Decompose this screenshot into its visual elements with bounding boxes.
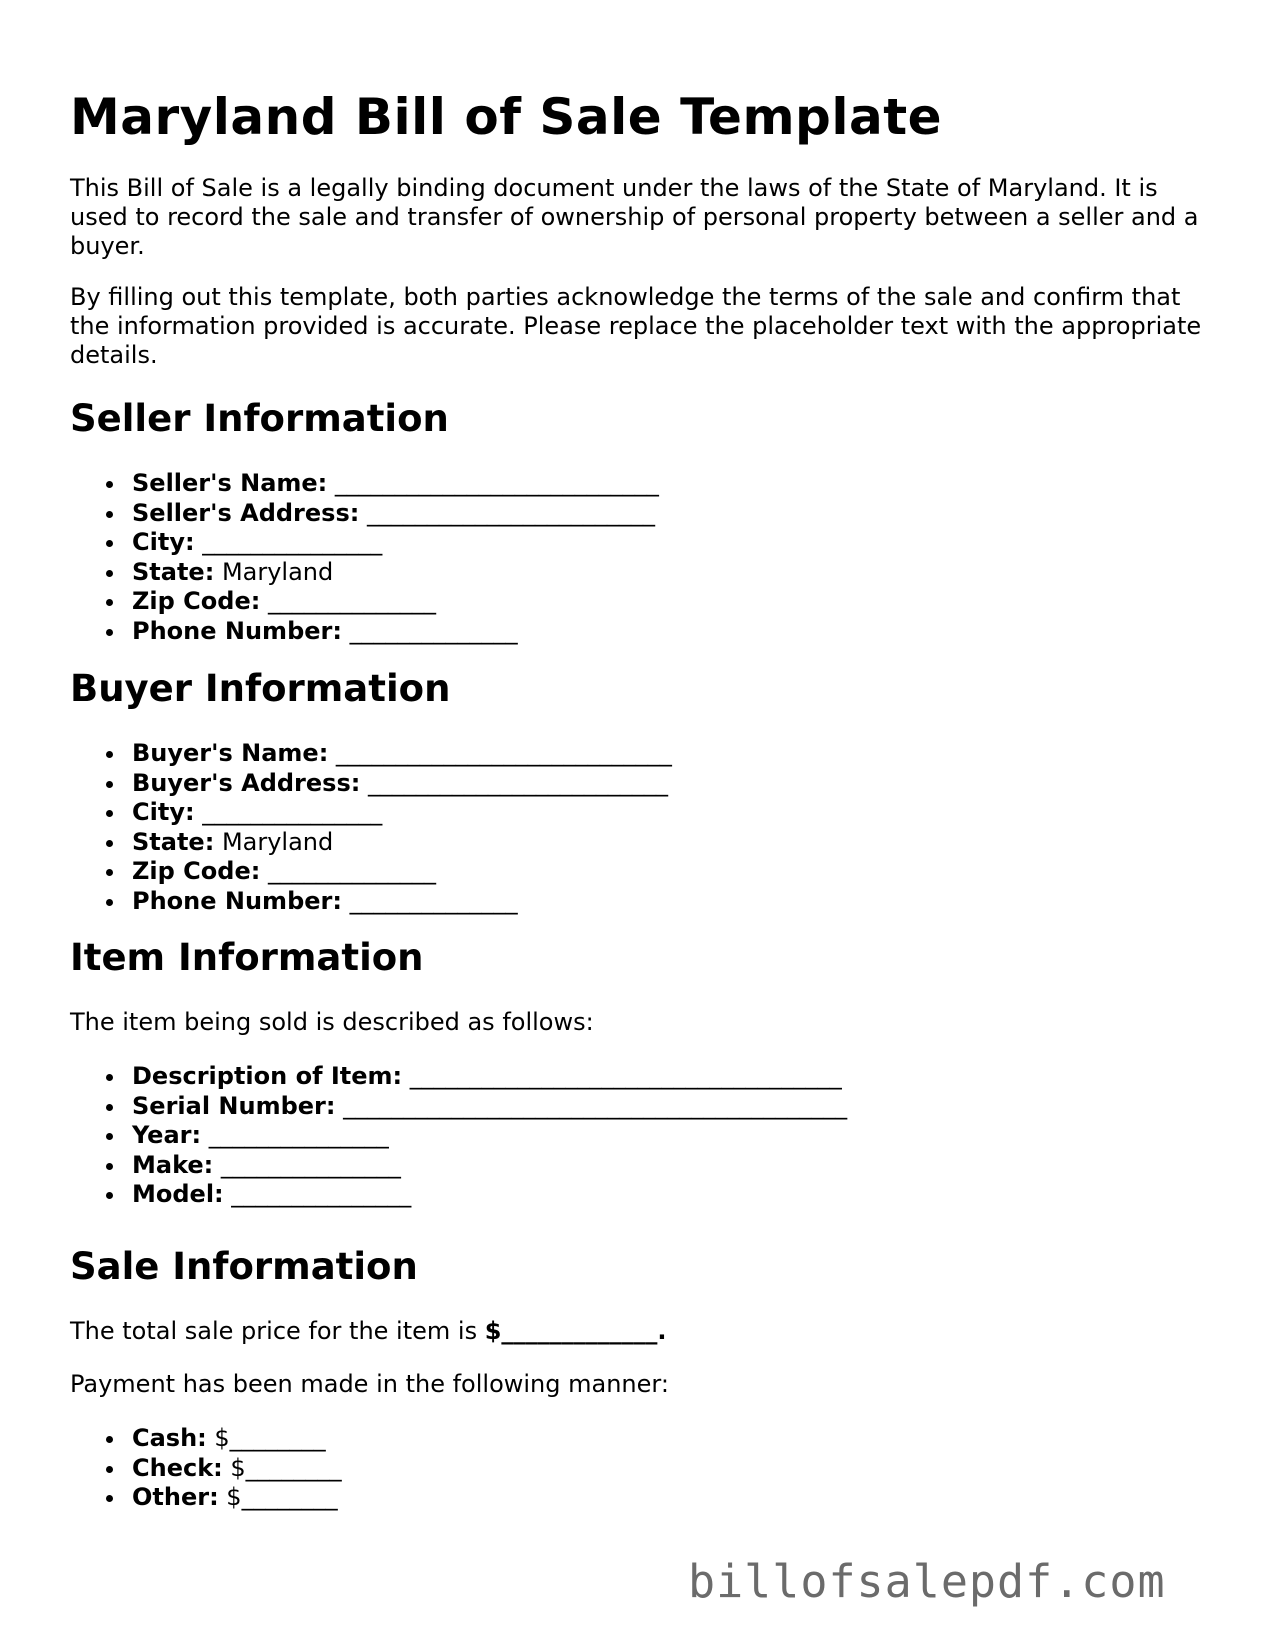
item-make-field[interactable] bbox=[70, 1151, 847, 1181]
intro-paragraph-1: This Bill of Sale is a legally binding document under the laws of the State of Maryland. It is used to record the sale and transfer of ownership of personal property between a seller and a buyer. bbox=[70, 174, 1199, 260]
field-label: Zip Code: bbox=[132, 857, 261, 886]
sale-heading: Sale Information bbox=[70, 1245, 418, 1288]
field-label: State: bbox=[132, 827, 215, 856]
field-label: Phone Number: bbox=[132, 886, 342, 915]
field-value: ____________________________________ bbox=[402, 1062, 842, 1090]
buyer-phone-field[interactable] bbox=[70, 887, 672, 917]
payment-cash-field[interactable] bbox=[70, 1424, 342, 1454]
seller-heading: Seller Information bbox=[70, 397, 449, 440]
seller-field-list bbox=[70, 469, 659, 647]
field-value: _________________________ bbox=[360, 768, 668, 797]
item-model-field[interactable] bbox=[70, 1180, 847, 1210]
field-value: ____________________________ bbox=[328, 739, 672, 767]
field-label: Buyer's Name: bbox=[132, 739, 329, 767]
payment-other-field[interactable] bbox=[70, 1483, 342, 1513]
field-label: City: bbox=[132, 798, 195, 827]
field-value: ______________ bbox=[341, 886, 518, 915]
field-label: State: bbox=[132, 557, 215, 586]
seller-zip-field[interactable] bbox=[70, 587, 659, 617]
field-value: $________ bbox=[218, 1483, 338, 1512]
intro-paragraph-2: By filling out this template, both parties acknowledge the terms of the sale and confirm that the information provided is accurate. Please replace the placeholder text with the appropriate details. bbox=[70, 283, 1202, 369]
buyer-zip-field[interactable] bbox=[70, 857, 672, 887]
page-title: Maryland Bill of Sale Template bbox=[70, 88, 943, 146]
payment-check-field[interactable] bbox=[70, 1454, 342, 1484]
field-value: Maryland bbox=[214, 557, 334, 586]
field-label: Make: bbox=[132, 1150, 214, 1179]
field-value: _______________ bbox=[213, 1150, 401, 1179]
field-label: Model: bbox=[132, 1180, 224, 1209]
buyer-state-field bbox=[70, 828, 672, 858]
field-value: _______________ bbox=[201, 1121, 389, 1150]
seller-address-field[interactable] bbox=[70, 499, 659, 529]
field-value: ________________________ bbox=[359, 498, 655, 527]
field-label: Description of Item: bbox=[132, 1062, 403, 1090]
watermark-text: billofsalepdf.com bbox=[688, 1555, 1166, 1608]
seller-state-field bbox=[70, 558, 659, 588]
field-value: ______________ bbox=[260, 587, 436, 616]
field-label: Serial Number: bbox=[132, 1091, 336, 1120]
sale-price-line bbox=[70, 1317, 1210, 1346]
item-description-field[interactable] bbox=[70, 1062, 847, 1092]
field-label: Check: bbox=[132, 1453, 223, 1482]
field-value: __________________________________________ bbox=[335, 1091, 848, 1120]
seller-city-field[interactable] bbox=[70, 528, 659, 558]
sale-price-value[interactable]: $_____________. bbox=[484, 1317, 667, 1345]
field-value: ___________________________ bbox=[327, 469, 659, 497]
field-label: Buyer's Address: bbox=[132, 768, 361, 797]
field-label: Phone Number: bbox=[132, 616, 342, 645]
field-label: Seller's Address: bbox=[132, 498, 360, 527]
field-value: $________ bbox=[206, 1424, 326, 1452]
buyer-name-field[interactable] bbox=[70, 739, 672, 769]
field-value: $________ bbox=[222, 1453, 342, 1482]
buyer-heading: Buyer Information bbox=[70, 667, 451, 710]
seller-phone-field[interactable] bbox=[70, 617, 659, 647]
field-value: _______________ bbox=[194, 528, 383, 557]
sale-price-text: The total sale price for the item is bbox=[70, 1317, 485, 1345]
field-label: Seller's Name: bbox=[132, 469, 328, 497]
field-label: Cash: bbox=[132, 1424, 207, 1452]
field-value: Maryland bbox=[214, 827, 334, 856]
field-label: City: bbox=[132, 528, 195, 557]
payment-intro: Payment has been made in the following manner: bbox=[70, 1370, 669, 1398]
item-heading: Item Information bbox=[70, 936, 424, 979]
item-year-field[interactable] bbox=[70, 1121, 847, 1151]
buyer-field-list bbox=[70, 739, 672, 917]
field-label: Year: bbox=[132, 1121, 202, 1150]
field-value: _______________ bbox=[223, 1180, 412, 1209]
item-intro: The item being sold is described as follows: bbox=[70, 1008, 594, 1036]
item-serial-field[interactable] bbox=[70, 1092, 847, 1122]
field-label: Zip Code: bbox=[132, 587, 261, 616]
field-value: _______________ bbox=[194, 798, 383, 827]
buyer-address-field[interactable] bbox=[70, 769, 672, 799]
seller-name-field[interactable] bbox=[70, 469, 659, 499]
payment-field-list bbox=[70, 1424, 342, 1513]
field-value: ______________ bbox=[260, 857, 436, 886]
buyer-city-field[interactable] bbox=[70, 798, 672, 828]
item-field-list bbox=[70, 1062, 847, 1210]
field-label: Other: bbox=[132, 1483, 219, 1512]
field-value: ______________ bbox=[341, 616, 518, 645]
